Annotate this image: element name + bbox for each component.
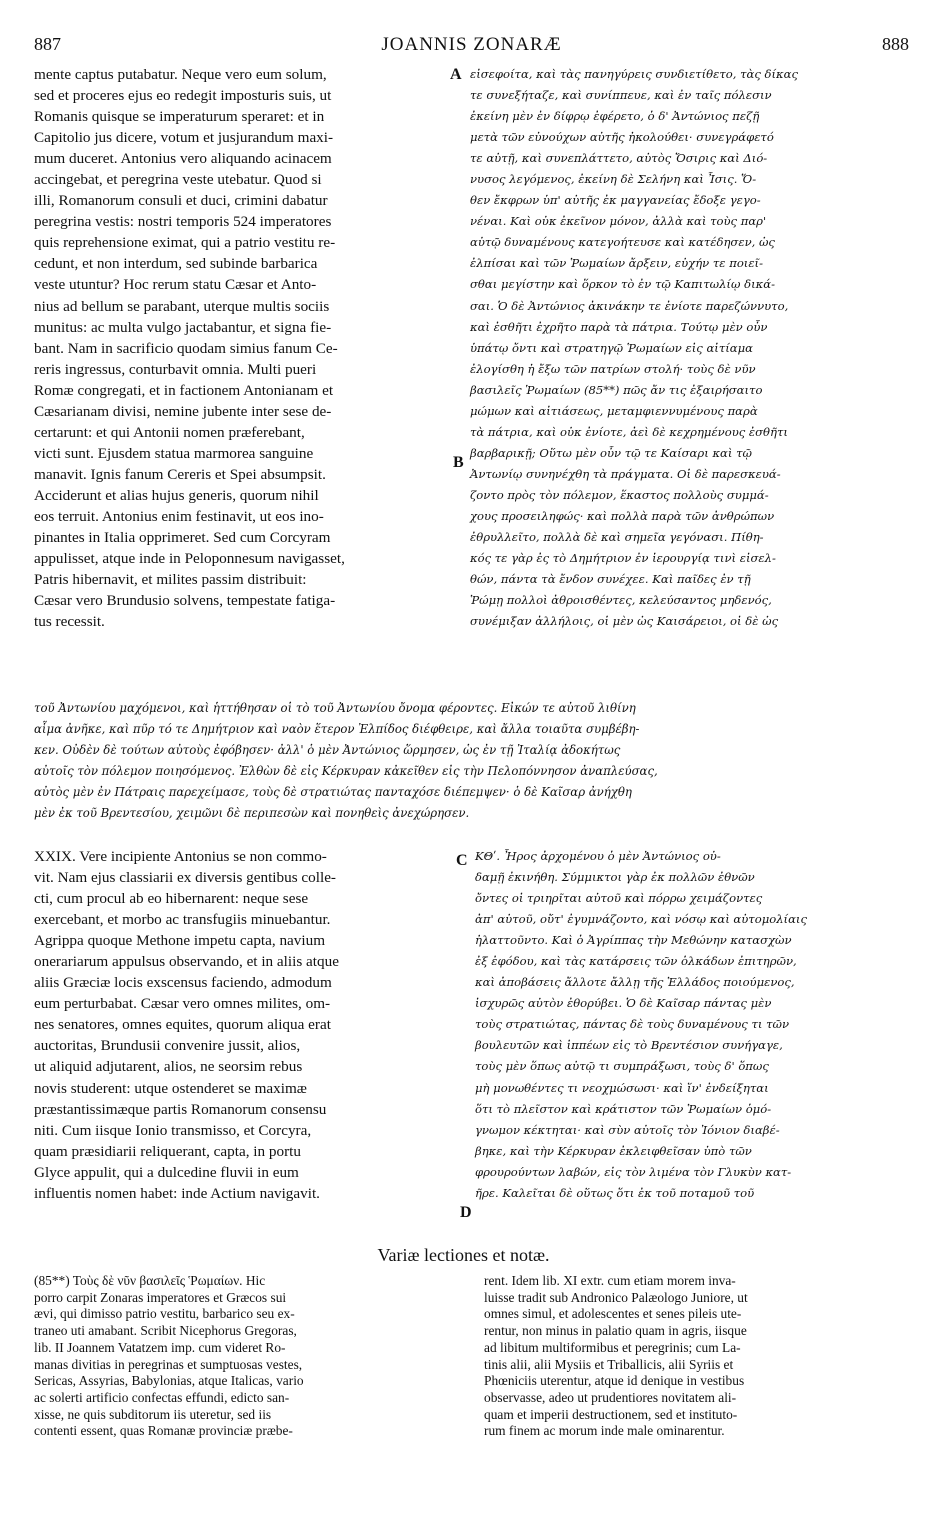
running-head [34,34,909,58]
greek-text-column-lower: ΚΘʹ. Ἦρος ἀρχομένου ὁ μὲν Ἀντώνιος οὐ- δαμῇ ἐκινήθη. Σύμμικτοι γὰρ ἐκ πολλῶν ἐθνῶν ὄντες οἱ τριηρῖται αὐτοῦ καὶ πόρρω χειμάζοντες ἀπ' αὐτοῦ, οὔτ' ἐγυμνάζοντο, καὶ νόσῳ καὶ αὐτομολίαις ἠλαττοῦντο. Καὶ ὁ Ἀγρίππας τὴν Μεθώνην κατασχὼν ἐξ ἐφόδου, καὶ τὰς κατάρσεις τῶν ὁλκάδων ἐπιτηρῶν, καὶ ἀποβάσεις ἄλλοτε ἄλλῃ τῆς Ἑλλάδος ποιούμενος, ἰσχυρῶς αὐτὸν ἐθορύβει. Ὁ δὲ Καῖσαρ πάντας μὲν τοὺς στρατιώτας, πάντας δὲ τοὺς δυναμένους τι τῶν βουλευτῶν καὶ ἱππέων εἰς τὸ Βρεντέσιον συνήγαγε, τοὺς μὲν ὅπως αὐτῷ τι συμπράξωσι, τοὺς δ' ὅπως μὴ μονωθέντες τι νεοχμώσωσι· καὶ ἵν' ἐνδείξηται ὅτι τὸ πλεῖστον καὶ κράτιστον τῶν Ῥωμαίων ὁμό- γνωμον κέκτηται· καὶ σὺν αὐτοῖς τὸν Ἰόνιον διαβέ- βηκε, καὶ τὴν Κέρκυραν ἐκλειφθεῖσαν ὑπὸ τῶν φρουρούντων λαβών, εἰς τὸν λιμένα τὸν Γλυκὺν κατ- ῆρε. Καλεῖται δὲ οὕτως ὅτι ἐκ τοῦ ποταμοῦ τοῦ [475,849,807,1200]
section-marker-d: D [460,1204,472,1221]
section-marker-c: C [456,852,468,869]
page-number-right: 888 [882,34,909,54]
footnote-column-left: (85**) Τοὺς δὲ νῦν βασιλεῖς Ῥωμαίων. Hic porro carpit Zonaras imperatores et Græcos sui ævi, qui dimisso patrio vestitu, barbarico seu ex- traneo uti amabant. Scribit Nicephorus Gregoras, lib. II Joannem Vatatzem imp. cum videret Ro- manas divitias in peregrinas et sumptuosas vestes, Sericas, Assyrias, Babylonias, atque Italicas, vario ac solerti artificio confectas effundi, edicto san- xisse, ne quis subditorum iis uteretur, sed iis contenti essent, quas Romanæ provinciæ præbe- [34,1273,304,1439]
latin-text-column-upper: mente captus putabatur. Neque vero eum solum, sed et proceres ejus eo redegit imposturis suis, ut Romanis quisque se imperaturum speraret: et in Capitolio jus dicere, votum et jusjurandum maxi- mum duceret. Antonius vero aliquando acinacem accingebat, et peregrina veste utebatur. Quod si illi, Romanorum consuli et duci, crimini dabatur peregrina vestis: nostri temporis 524 imperatores quis reprehensione eximat, qui a patrio vestitu re- cedunt, et non interdum, sed subinde barbarica veste utuntur? Hoc rerum statu Cæsar et Anto- nius ad bellum se parabant, uterque multis sociis munitus: ac multa vulgo jactabantur, et signa fie- bant. Nam in sacrificio quodam simius fanum Ce- reris ingressus, conturbavit omnia. Multi pueri Romæ congregati, et in factionem Antonianam et Cæsarianam divisi, nemine jubente inter sese de- certarunt: et qui Antonii nomen præferebant, victi sunt. Ejusdem statua marmorea sanguine manavit. Ignis fanum Cereris et Spei absumpsit. Acciderunt et alias hujus generis, quorum nihil eos terruit. Antonius enim festinavit, ut eos ino- pinantes in Italia opprimeret. Sed cum Corcyram appulisset, atque inde in Peloponnesum navigasset, Patris hibernavit, et milites passim distribuit: Cæsar vero Brundusio solvens, tempestate fatiga- tus recessit. [34,66,345,631]
page-number-left: 887 [34,34,61,54]
running-title: JOANNIS ZONARÆ [381,34,562,55]
notes-heading: Variæ lectiones et notæ. [377,1245,550,1265]
footnote-column-right: rent. Idem lib. XI extr. cum etiam morem inva- luisse tradit sub Andronico Palæologo Juniore, ut omnes simul, et adolescentes et senes pileis ute- rentur, non minus in palatio quam in agris, iisque ad libitum multiformibus et peregrinis; cum La- tinis alii, alii Mysiis et Triballicis, alii Syriis et Phœniciis uterentur, atque id denique in vestibus observasse, adeo ut prudentiores novitatem ali- quam et imperii destructionem, sed et instituto- rum finem ac morum inde male ominarentur. [484,1273,748,1439]
section-marker-b: B [453,454,464,471]
greek-text-column-upper: εἰσεφοίτα, καὶ τὰς πανηγύρεις συνδιετίθετο, τὰς δίκας τε συνεξήταζε, καὶ συνίππευε, καὶ ἐν ταῖς πόλεσιν ἐκείνη μὲν ἐν δίφρῳ ἐφέρετο, ὁ δ' Ἀντώνιος πεζῇ μετὰ τῶν εὐνούχων αὐτῆς ἠκολούθει· συνεγράφετό τε αὐτῇ, καὶ συνεπλάττετο, αὐτὸς Ὄσιρις καὶ Διό- νυσος λεγόμενος, ἐκείνη δὲ Σελήνη καὶ Ἶσις. Ὅ- θεν ἔκφρων ὑπ' αὐτῆς ἐκ μαγγανείας ἔδοξε γεγο- νέναι. Καὶ οὐκ ἐκεῖνον μόνον, ἀλλὰ καὶ τοὺς παρ' αὐτῷ δυναμένους κατεγοήτευσε καὶ κατέδησεν, ὡς ἐλπίσαι καὶ τῶν Ῥωμαίων ἄρξειν, εὐχήν τε ποιεῖ- σθαι μεγίστην καὶ ὅρκον τὸ ἐν τῷ Καπιτωλίῳ δικά- σαι. Ὁ δὲ Ἀντώνιος ἀκινάκην τε ἐνίοτε παρεζώννυτο, καὶ ἐσθῆτι ἐχρῆτο παρὰ τὰ πάτρια. Τούτῳ μὲν οὖν ὑπάτῳ ὄντι καὶ στρατηγῷ Ῥωμαίων εἰς αἰτίαμα ἐλογίσθη ἡ ἔξω τῶν πατρίων στολή· τοὺς δὲ νῦν βασιλεῖς Ῥωμαίων (85**) πῶς ἄν τις ἐξαιρήσαιτο μώμων καὶ αἰτιάσεως, μεταμφιεννυμένους παρὰ τὰ πάτρια, καὶ οὐκ ἐνίοτε, ἀεὶ δὲ κεχρημένους ἐσθῆτι βαρβαρικῇ; Οὕτω μὲν οὖν τῷ τε Καίσαρι καὶ τῷ Ἀντωνίῳ συνηνέχθη τὰ πράγματα. Οἱ δὲ παρεσκευά- ζοντο πρὸς τὸν πόλεμον, ἕκαστος πολλοὺς συμμά- χους προσειληφώς· καὶ πολλὰ παρὰ τῶν ἀνθρώπων ἐθρυλλεῖτο, πολλὰ δὲ καὶ σημεῖα γεγόνασι. Πίθη- κός τε γὰρ ἐς τὸ Δημήτριον ἐν ἱερουργίᾳ τινὶ εἰσελ- θών, πάντα τὰ ἔνδον συνέχεε. Καὶ παῖδες ἐν τῇ Ῥώμῃ πολλοὶ ἀθροισθέντες, κελεύσαντος μηδενός, συνέμιξαν ἀλλήλοις, οἱ μὲν ὡς Καισάρειοι, οἱ δὲ ὡς [470,67,798,629]
section-marker-a: A [450,66,462,83]
latin-text-column-lower: XXIX. Vere incipiente Antonius se non commo- vit. Nam ejus classiarii ex diversis gentibus colle- cti, cum procul ab eo hibernarent: neque sese exercebant, et morbo ac transfugiis minuebantur. Agrippa quoque Methone impetu capta, navium onerariarum appulsus observando, et in aliis atque aliis Græciæ locis exscensus faciendo, admodum eum perturbabat. Cæsar vero omnes milites, om- nes senatores, omnes equites, quorum aliqua erat auctoritas, Brundusii convenire jussit, alios, ut aliquid adjutarent, alios, ne seorsim rebus novis studerent: utque ostenderet se maximæ præstantissimæque partis Romanorum consensu niti. Cum iisque Ionio transmisso, et Corcyra, quam præsidiarii reliquerant, capta, in portu Glyce appulit, qui a dulcedine fluvii in eum influentis nomen habet: inde Actium navigavit. [34,848,339,1202]
greek-text-full-width: τοῦ Ἀντωνίου μαχόμενοι, καὶ ἡττήθησαν οἱ τὸ τοῦ Ἀντωνίου ὄνομα φέροντες. Εἰκών τε αὐτοῦ λιθίνη αἷμα ἀνῆκε, καὶ πῦρ τό τε Δημήτριον καὶ ναὸν ἕτερον Ἐλπίδος διέφθειρε, καὶ ἄλλα τοιαῦτα συμβέβη- κεν. Οὐδὲν δὲ τούτων αὐτοὺς ἐφόβησεν· ἀλλ' ὁ μὲν Ἀντώνιος ὥρμησεν, ὡς ἐν τῇ Ἰταλίᾳ ἀδοκήτως αὐτοῖς τὸν πόλεμον ποιησόμενος. Ἐλθὼν δὲ εἰς Κέρκυραν κἀκεῖθεν εἰς τὴν Πελοπόννησον ἀναπλεύσας, αὐτὸς μὲν ἐν Πάτραις παρεχείμασε, τοὺς δὲ στρατιώτας πανταχόσε διέπεμψεν· ὁ δὲ Καῖσαρ ἀνήχθη μὲν ἐκ τοῦ Βρεντεσίου, χειμῶνι δὲ περιπεσὼν καὶ πονηθεὶς ἀνεχώρησεν. [34,701,658,821]
